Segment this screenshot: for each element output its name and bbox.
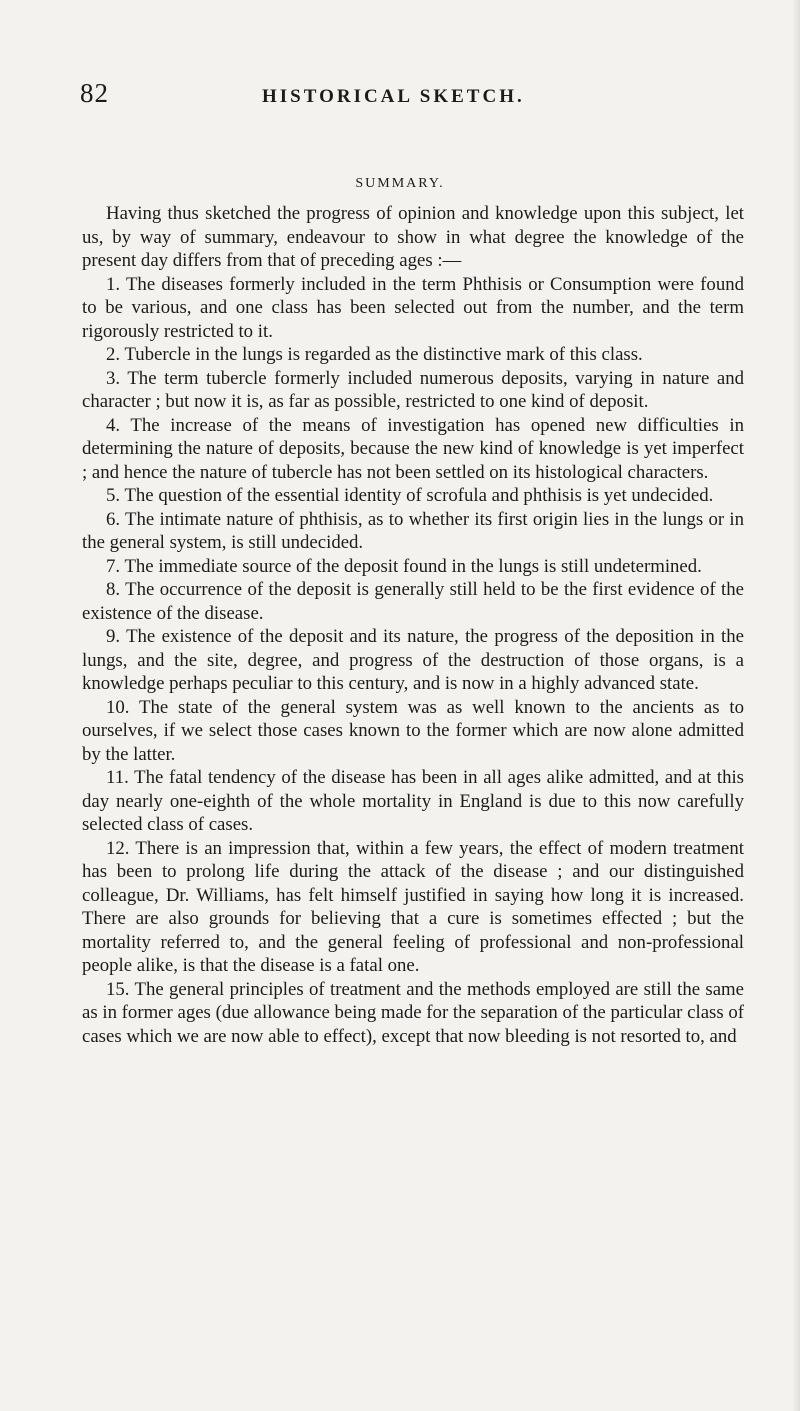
summary-point-7: 7. The immediate source of the deposit found in the lungs is still undetermined. [106, 555, 702, 577]
summary-point-5: 5. The question of the essential identity of scrofula and phthisis is yet undecided. [106, 485, 714, 506]
summary-point-2: 2. Tubercle in the lungs is regarded as the distinctive mark of this class. [106, 344, 643, 365]
summary-point-3: 3. The term tubercle formerly included numerous deposits, varying in nature and character ; but now it is, as far as possible, restricted to one kind of deposit. [82, 367, 744, 412]
summary-point-15: 15. The general principles of treatment and the methods employed are still the same as in former ages (due allowance being made for the separation of the particular class of cases which we are now able to effect), except that now bleeding is not resorted to, and [82, 978, 744, 1047]
summary-point-9: 9. The existence of the deposit and its nature, the progress of the deposition in the lungs, and the site, degree, and progress of the destruction of those organs, is a knowledge perhaps peculiar to this century, and is now in a highly advanced state. [82, 626, 744, 694]
page-edge-shadow [792, 0, 800, 1411]
body-text [82, 202, 744, 1048]
summary-point-12: 12. There is an impression that, within a few years, the effect of modern treatment has been to prolong life during the attack of the disease ; and our distinguished colleague, Dr. Williams, has felt himself justified in saying how long it is increased. There are also grounds for believing that a cure is sometimes effected ; but the mortality referred to, and the general feeling of professional and non-professional people alike, is that the disease is a fatal one. [82, 837, 744, 976]
summary-point-10: 10. The state of the general system was as well known to the ancients as to ourselves, if we select those cases known to the former which are now alone admitted by the latter. [82, 696, 744, 765]
summary-point-11: 11. The fatal tendency of the disease has been in all ages alike admitted, and at this day nearly one-eighth of the whole mortality in England is due to this now carefully selected class of cases. [82, 767, 744, 835]
page-number: 82 [80, 78, 109, 108]
summary-point-4: 4. The increase of the means of investigation has opened new difficulties in determining the nature of deposits, because the new kind of knowledge is yet imperfect ; and hence the nature of tubercle has not been settled on its histological characters. [82, 414, 744, 483]
intro-paragraph: Having thus sketched the progress of opinion and knowledge upon this subject, let us, by way of summary, endeavour to show in what degree the knowledge of the present day differs from that of preceding ages :— [82, 203, 744, 271]
running-head: HISTORICAL SKETCH. [262, 86, 525, 107]
summary-point-8: 8. The occurrence of the deposit is generally still held to be the first evidence of the existence of the disease. [82, 579, 744, 624]
summary-point-6: 6. The intimate nature of phthisis, as to whether its first origin lies in the lungs or in the general system, is still undecided. [82, 508, 744, 553]
summary-point-1: 1. The diseases formerly included in the term Phthisis or Consumption were found to be various, and one class has been selected out from the number, and the term rigorously restricted to it. [82, 273, 744, 342]
section-heading: SUMMARY. [355, 176, 445, 191]
